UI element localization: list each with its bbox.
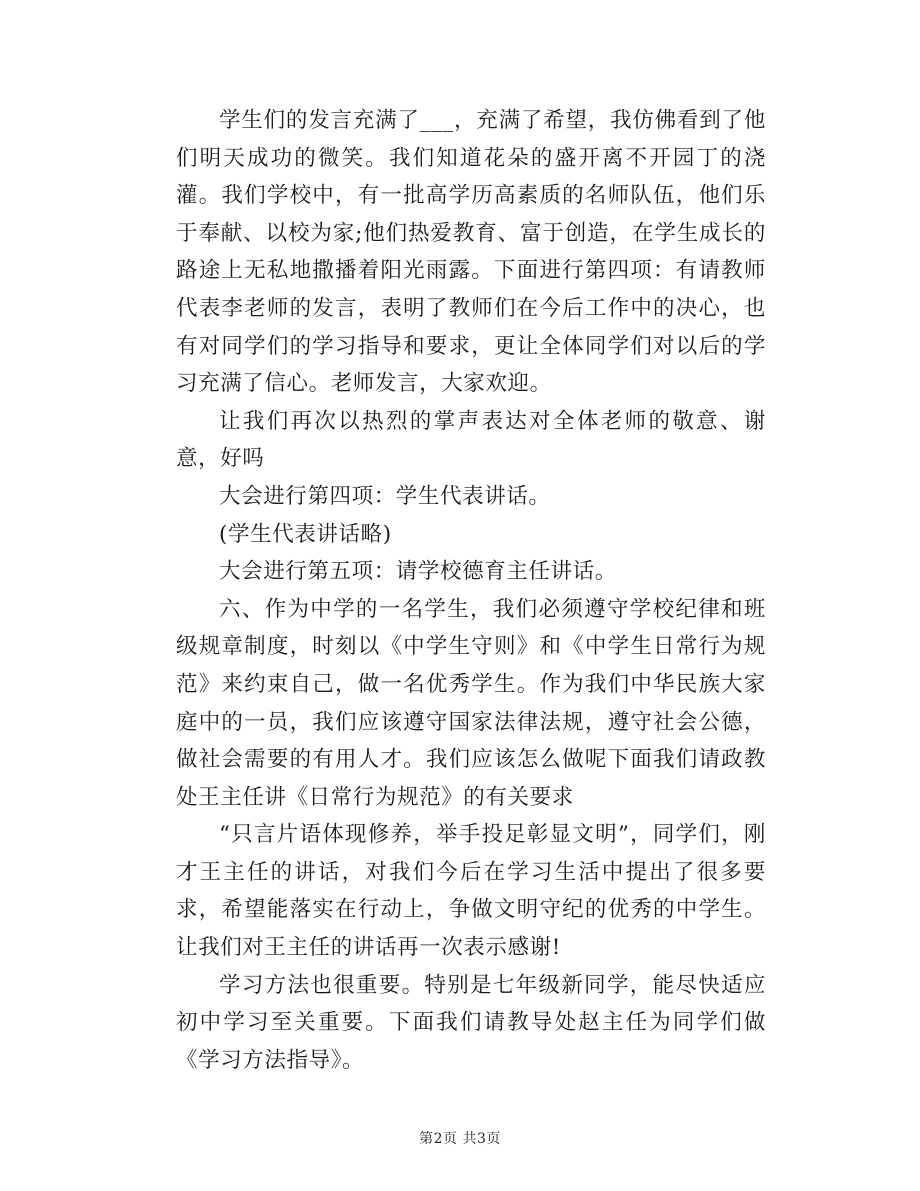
document-body — [176, 102, 766, 1079]
paragraph-civility-quote: “只言片语体现修养，举手投足彰显文明”，同学们，刚才王主任的讲话，对我们今后在学习生活中提出了很多要求，希望能落实在行动上，争做文明守纪的优秀的中学生。让我们对王主任的讲话再一次表示感谢! — [176, 822, 766, 961]
paragraph-section-six: 六、作为中学的一名学生，我们必须遵守学校纪律和班级规章制度，时刻以《中学生守则》和《中学生日常行为规范》来约束自己，做一名优秀学生。作为我们中华民族大家庭中的一员，我们应该遵守国家法律法规，遵守社会公德，做社会需要的有用人才。我们应该怎么做呢下面我们请政教处王主任讲《日常行为规范》的有关要求 — [176, 596, 766, 810]
paragraph-item-five: 大会进行第五项：请学校德育主任讲话。 — [219, 559, 617, 585]
paragraph-item-four: 大会进行第四项：学生代表讲话。 — [219, 483, 551, 509]
page-number-footer: 第2页 共3页 — [419, 1131, 501, 1147]
paragraph-applause: 让我们再次以热烈的掌声表达对全体老师的敬意、谢意，好吗 — [176, 408, 766, 472]
paragraph-teacher-speech: 学生们的发言充满了___，充满了希望，我仿佛看到了他们明天成功的微笑。我们知道花朵的盛开离不开园丁的浇灌。我们学校中，有一批高学历高素质的名师队伍，他们乐于奉献、以校为家;他们热爱教育、富于创造，在学生成长的路途上无私地撒播着阳光雨露。下面进行第四项：有请教师代表李老师的发言，表明了教师们在今后工作中的决心，也有对同学们的学习指导和要求，更让全体同学们对以后的学习充满了信心。老师发言，大家欢迎。 — [176, 108, 766, 397]
paragraph-study-methods: 学习方法也很重要。特别是七年级新同学，能尽快适应初中学习至关重要。下面我们请教导处赵主任为同学们做《学习方法指导》。 — [176, 972, 766, 1073]
paragraph-student-speech-omitted: (学生代表讲话略) — [219, 521, 392, 547]
